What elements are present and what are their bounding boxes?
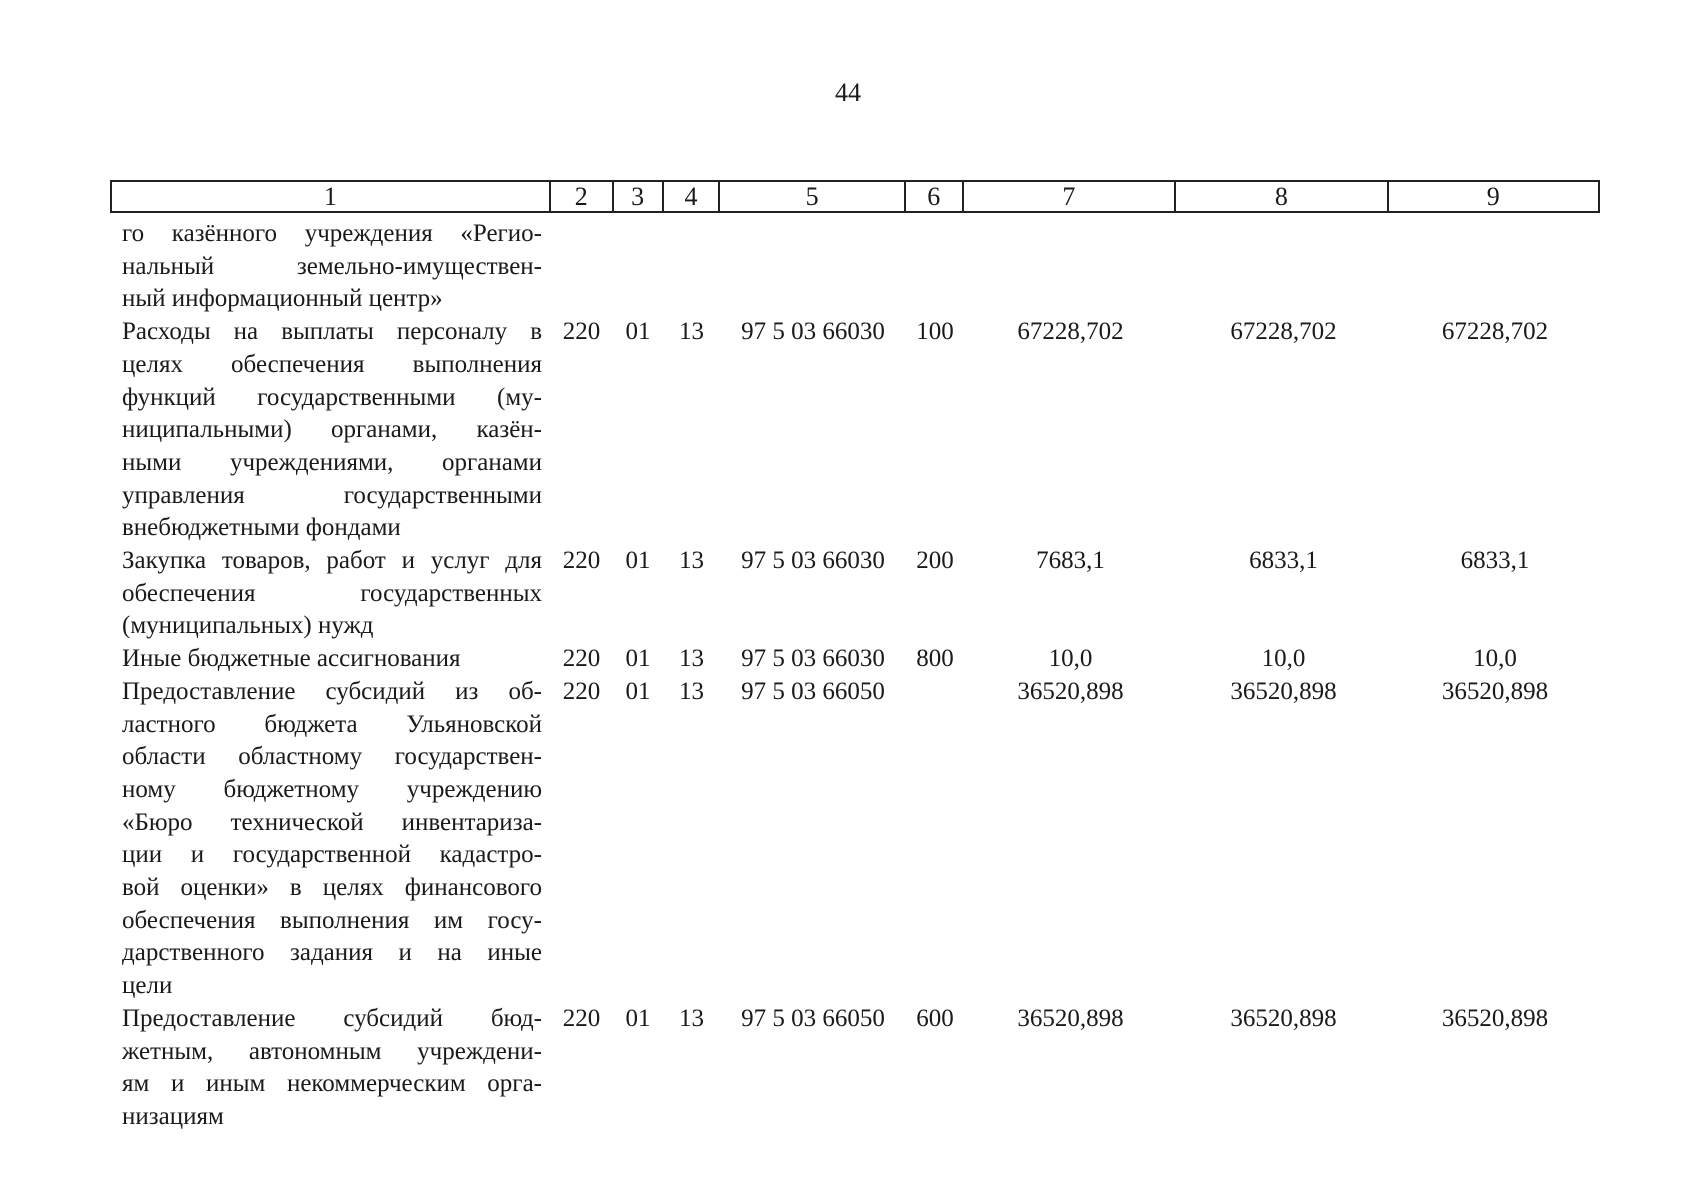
- table-row: [110, 676, 1600, 1003]
- description-line: функций государственными (му-: [122, 383, 542, 411]
- cell-col-3: 01: [625, 547, 651, 575]
- description-line: цели: [122, 972, 173, 1000]
- cell-description: [110, 545, 550, 643]
- cell-col-4: 13: [679, 318, 704, 346]
- cell-description: [110, 643, 550, 676]
- header-col-3: 3: [614, 182, 664, 211]
- cell-col-5: 97 5 03 66030: [741, 547, 885, 575]
- cell-col-2: 220: [562, 645, 601, 673]
- table-row: [110, 218, 1600, 316]
- header-col-6: 6: [906, 182, 964, 211]
- cell-col-5: 97 5 03 66050: [741, 677, 885, 705]
- description-line: Расходы на выплаты персоналу в: [122, 318, 542, 346]
- cell-col-3: 01: [625, 645, 651, 673]
- cell-col-7: 36520,898: [1017, 1004, 1124, 1032]
- cell-col-2: 220: [562, 318, 601, 346]
- cell-col-7: 10,0: [1048, 645, 1093, 673]
- cell-col-6: 100: [916, 318, 954, 346]
- cell-col-9: 36520,898: [1441, 1004, 1549, 1032]
- description-line: Закупка товаров, работ и услуг для: [122, 547, 542, 575]
- cell-col-6: [906, 218, 964, 316]
- cell-col-6: 800: [916, 645, 954, 673]
- cell-description: [110, 218, 550, 316]
- cell-col-3: 01: [625, 318, 651, 346]
- description-line: области областному государствен-: [122, 743, 542, 771]
- cell-col-3: [613, 218, 663, 316]
- header-col-2: 2: [551, 182, 614, 211]
- cell-col-9: 10,0: [1473, 645, 1517, 673]
- cell-col-2: [550, 218, 613, 316]
- cell-col-7: 36520,898: [1017, 677, 1124, 705]
- cell-col-7: 7683,1: [1036, 547, 1105, 575]
- table-body: [110, 218, 1600, 1134]
- table-row: [110, 643, 1600, 676]
- cell-col-6: 200: [916, 547, 954, 575]
- cell-col-8: 10,0: [1261, 645, 1306, 673]
- description-line: «Бюро технической инвентариза-: [122, 808, 542, 836]
- cell-col-5: [720, 218, 906, 316]
- header-col-4: 4: [664, 182, 721, 211]
- cell-col-3: 01: [625, 677, 651, 705]
- table-row: [110, 1003, 1600, 1134]
- description-line: вой оценки» в целях финансового: [122, 874, 542, 902]
- description-line: дарственного задания и на иные: [122, 939, 542, 967]
- header-col-7: 7: [964, 182, 1176, 211]
- description-line: Предоставление субсидий из об-: [122, 677, 542, 705]
- cell-col-8: 67228,702: [1230, 318, 1337, 346]
- description-line: жетным, автономным учреждени-: [122, 1037, 542, 1065]
- cell-col-7: 67228,702: [1017, 318, 1124, 346]
- description-line: нальный земельно-имуществен-: [122, 252, 542, 280]
- cell-col-6: [906, 676, 964, 1003]
- description-line: ластного бюджета Ульяновской: [122, 710, 542, 738]
- header-col-1: 1: [112, 182, 551, 211]
- cell-col-5: 97 5 03 66030: [741, 645, 885, 673]
- description-line: обеспечения государственных: [122, 579, 542, 607]
- cell-col-4: 13: [679, 645, 704, 673]
- cell-description: [110, 316, 550, 545]
- cell-col-4: 13: [679, 547, 704, 575]
- description-line: ям и иным некоммерческим орга-: [122, 1070, 542, 1098]
- description-line: ции и государственной кадастро-: [122, 841, 542, 869]
- description-line: Иные бюджетные ассигнования: [122, 645, 461, 673]
- header-col-8: 8: [1176, 182, 1388, 211]
- description-line: ный информационный центр»: [122, 285, 443, 313]
- cell-col-9: [1390, 218, 1600, 316]
- cell-col-8: [1177, 218, 1390, 316]
- cell-description: [110, 676, 550, 1003]
- description-line: обеспечения выполнения им госу-: [122, 906, 542, 934]
- cell-description: [110, 1003, 550, 1134]
- cell-col-5: 97 5 03 66030: [741, 318, 885, 346]
- page-number: 44: [835, 78, 861, 107]
- cell-col-9: 67228,702: [1441, 318, 1549, 346]
- description-line: внебюджетными фондами: [122, 514, 401, 542]
- table-row: [110, 545, 1600, 643]
- table-row: [110, 316, 1600, 545]
- description-line: целях обеспечения выполнения: [122, 350, 542, 378]
- description-line: ными учреждениями, органами: [122, 448, 542, 476]
- header-col-9: 9: [1486, 182, 1500, 211]
- cell-col-8: 36520,898: [1230, 677, 1337, 705]
- cell-col-4: 13: [679, 677, 704, 705]
- description-line: ниципальными) органами, казён-: [122, 416, 542, 444]
- header-col-5: 5: [720, 182, 906, 211]
- cell-col-5: 97 5 03 66050: [741, 1004, 885, 1032]
- cell-col-3: 01: [625, 1004, 651, 1032]
- cell-col-4: [663, 218, 720, 316]
- cell-col-2: 220: [562, 547, 601, 575]
- description-line: ному бюджетному учреждению: [122, 775, 542, 803]
- description-line: низациям: [122, 1102, 224, 1130]
- cell-col-9: 36520,898: [1441, 677, 1549, 705]
- cell-col-2: 220: [562, 677, 601, 705]
- cell-col-4: 13: [679, 1004, 704, 1032]
- cell-col-2: 220: [562, 1004, 601, 1032]
- cell-col-8: 36520,898: [1230, 1004, 1337, 1032]
- cell-col-6: 600: [916, 1004, 954, 1032]
- description-line: Предоставление субсидий бюд-: [122, 1004, 542, 1032]
- description-line: (муниципальных) нужд: [122, 612, 374, 640]
- description-line: го казённого учреждения «Регио-: [122, 220, 542, 247]
- cell-col-8: 6833,1: [1249, 547, 1318, 575]
- cell-col-9: 6833,1: [1460, 547, 1530, 575]
- table-header: [110, 180, 1600, 213]
- description-line: управления государственными: [122, 481, 542, 509]
- cell-col-7: [964, 218, 1177, 316]
